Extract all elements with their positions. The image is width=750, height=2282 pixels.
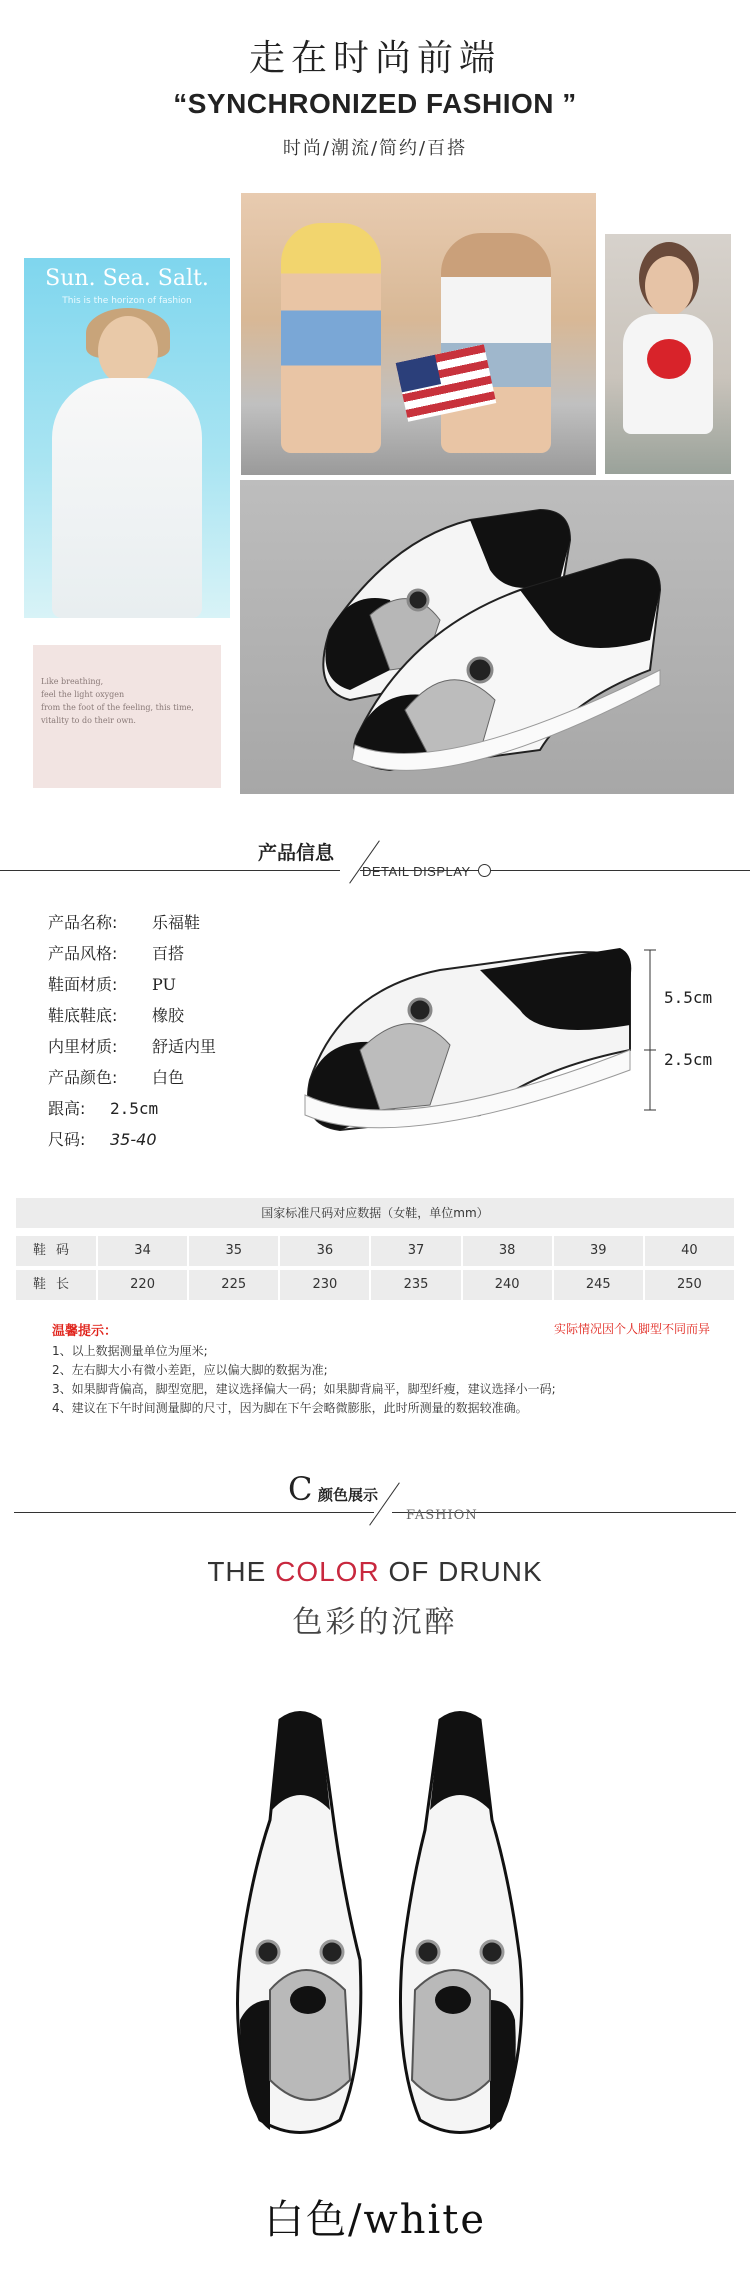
list-item: 3、如果脚背偏高，脚型宽肥，建议选择偏大一码；如果脚背扁平，脚型纤瘦，建议选择小一码; bbox=[52, 1382, 556, 1396]
tips-list bbox=[52, 1342, 556, 1418]
info-row-heel: 跟高: 2.5cm bbox=[48, 1099, 159, 1118]
beach-photo bbox=[24, 258, 230, 618]
info-row-sole: 鞋底鞋底: 橡胶 bbox=[48, 1006, 185, 1025]
list-item: 1、以上数据测量单位为厘米; bbox=[52, 1344, 208, 1358]
info-row-size: 尺码: 35-40 bbox=[48, 1130, 157, 1149]
white-shoes-image bbox=[210, 1700, 550, 2150]
info-row-lining: 内里材质: 舒适内里 bbox=[48, 1037, 217, 1056]
color-label: 白色/white bbox=[263, 2197, 486, 2243]
table-row: 鞋码 34 35 36 37 38 39 40 bbox=[16, 1236, 734, 1266]
tips-right-note: 实际情况因个人脚型不同而异 bbox=[553, 1322, 710, 1336]
mickey-shirt-photo bbox=[605, 234, 731, 474]
detail-section-title: 产品信息 bbox=[258, 842, 335, 864]
quote-text: Like breathing, feel the light oxygen from the foot of the feeling, this time, vitality to do their own. bbox=[41, 677, 194, 725]
list-item: 2、左右脚大小有微小差距，应以偏大脚的数据为准; bbox=[52, 1363, 328, 1377]
page-title: 走在时尚前端 bbox=[248, 38, 501, 79]
color-section-title: 颜色展示 bbox=[318, 1486, 379, 1504]
size-table-caption: 国家标准尺码对应数据（女鞋，单位mm） bbox=[16, 1198, 734, 1228]
tagline: 时尚/潮流/简约/百搭 bbox=[282, 138, 468, 159]
product-shoe-image bbox=[300, 930, 700, 1150]
info-row-name: 产品名称: 乐福鞋 bbox=[48, 913, 201, 932]
color-section-letter: C bbox=[288, 1470, 313, 1508]
upper-height-label: 5.5cm bbox=[664, 988, 713, 1007]
color-section-subtitle: FASHION bbox=[406, 1508, 478, 1523]
beach-caption: Sun. Sea. Salt. bbox=[45, 266, 209, 291]
divider-dot bbox=[478, 864, 491, 877]
divider-left bbox=[0, 870, 340, 871]
shoes-photo bbox=[240, 480, 734, 794]
tips-title: 温馨提示： bbox=[52, 1324, 118, 1339]
quote-card bbox=[33, 645, 221, 788]
info-row-color: 产品颜色: 白色 bbox=[48, 1068, 185, 1087]
table-row: 鞋长 220 225 230 235 240 245 250 bbox=[16, 1270, 734, 1300]
color-headline-cn: 色彩的沉醉 bbox=[292, 1605, 458, 1640]
sole-height-label: 2.5cm bbox=[664, 1050, 713, 1069]
beach-small-caption: This is the horizon of fashion bbox=[62, 296, 192, 306]
detail-section-subtitle: DETAIL DISPLAY bbox=[362, 864, 471, 879]
color-divider-left bbox=[14, 1512, 374, 1513]
page-subtitle-en: “SYNCHRONIZED FASHION ” bbox=[173, 88, 577, 119]
info-row-style: 产品风格: 百搭 bbox=[48, 944, 185, 963]
size-table bbox=[16, 1198, 734, 1300]
girls-photo bbox=[241, 193, 596, 475]
info-row-upper: 鞋面材质: PU bbox=[48, 975, 176, 994]
color-headline: THE COLOR OF DRUNK bbox=[207, 1556, 543, 1587]
list-item: 4、建议在下午时间测量脚的尺寸，因为脚在下午会略微膨胀，此时所测量的数据较准确。 bbox=[52, 1401, 528, 1415]
